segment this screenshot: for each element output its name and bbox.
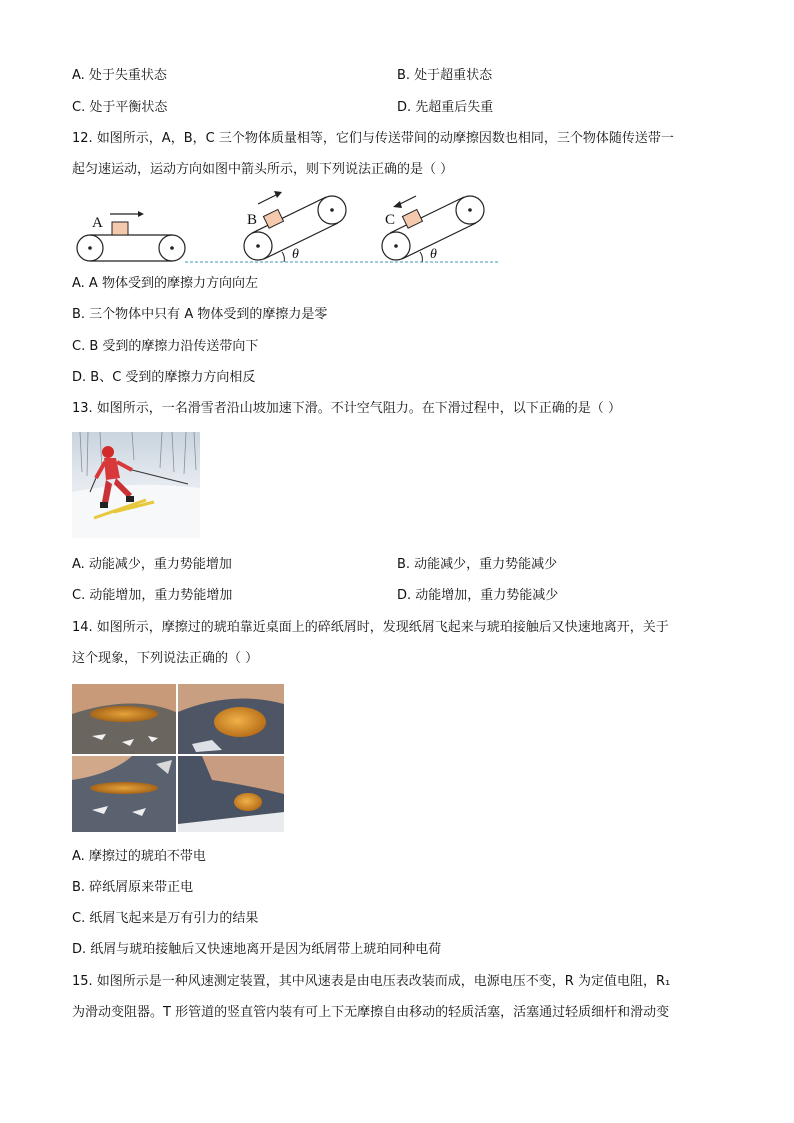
q13-option-a: A. 动能减少，重力势能增加 <box>72 557 232 572</box>
q12-option-a: A. A 物体受到的摩擦力方向向左 <box>72 276 258 291</box>
conveyor-belt-figure <box>60 190 510 270</box>
q11-option-d: D. 先超重后失重 <box>397 100 494 115</box>
amber-experiment-photo <box>72 684 284 832</box>
q15-stem-line2: 为滑动变阻器。T 形管道的竖直管内装有可上下无摩擦自由移动的轻质活塞，活塞通过轻质细杆和滑动变 <box>72 1005 670 1020</box>
label-b: B <box>247 212 258 228</box>
q14-option-a: A. 摩擦过的琥珀不带电 <box>72 849 206 864</box>
belt-a <box>77 211 185 261</box>
q13-stem: 13. 如图所示，一名滑雪者沿山坡加速下滑。不计空气阻力。在下滑过程中，以下正确的是（ ） <box>72 401 621 416</box>
angle-c: θ <box>430 247 437 262</box>
q13-option-b: B. 动能减少，重力势能减少 <box>397 557 558 572</box>
q11-option-a: A. 处于失重状态 <box>72 68 167 83</box>
q13-option-d: D. 动能增加，重力势能减少 <box>397 588 559 603</box>
q12-stem-line2: 起匀速运动，运动方向如图中箭头所示，则下列说法正确的是（ ） <box>72 162 454 177</box>
q14-option-d: D. 纸屑与琥珀接触后又快速地离开是因为纸屑带上琥珀同种电荷 <box>72 942 442 957</box>
label-c: C <box>385 212 396 228</box>
q13-option-c: C. 动能增加，重力势能增加 <box>72 588 233 603</box>
q12-option-d: D. B、C 受到的摩擦力方向相反 <box>72 370 256 385</box>
skier-photo <box>72 432 200 538</box>
q14-stem-line1: 14. 如图所示，摩擦过的琥珀靠近桌面上的碎纸屑时，发现纸屑飞起来与琥珀接触后又快速地离开，关于 <box>72 620 669 635</box>
q14-option-b: B. 碎纸屑原来带正电 <box>72 880 194 895</box>
label-a: A <box>92 215 103 231</box>
block-a <box>112 222 128 235</box>
q15-stem-line1: 15. 如图所示是一种风速测定装置，其中风速表是由电压表改装而成，电源电压不变，R 为定值电阻，R₁ <box>72 974 671 989</box>
q12-option-c: C. B 受到的摩擦力沿传送带向下 <box>72 339 259 354</box>
q12-option-b: B. 三个物体中只有 A 物体受到的摩擦力是零 <box>72 307 328 322</box>
q11-option-c: C. 处于平衡状态 <box>72 100 168 115</box>
q12-stem-line1: 12. 如图所示，A，B，C 三个物体质量相等，它们与传送带间的动摩擦因数也相同，三个物体随传送带一 <box>72 131 674 146</box>
q14-option-c: C. 纸屑飞起来是万有引力的结果 <box>72 911 259 926</box>
belt-c <box>382 196 484 262</box>
q14-stem-line2: 这个现象，下列说法正确的（ ） <box>72 651 259 666</box>
angle-b: θ <box>292 247 299 262</box>
belt-b <box>244 191 346 262</box>
q11-option-b: B. 处于超重状态 <box>397 68 493 83</box>
